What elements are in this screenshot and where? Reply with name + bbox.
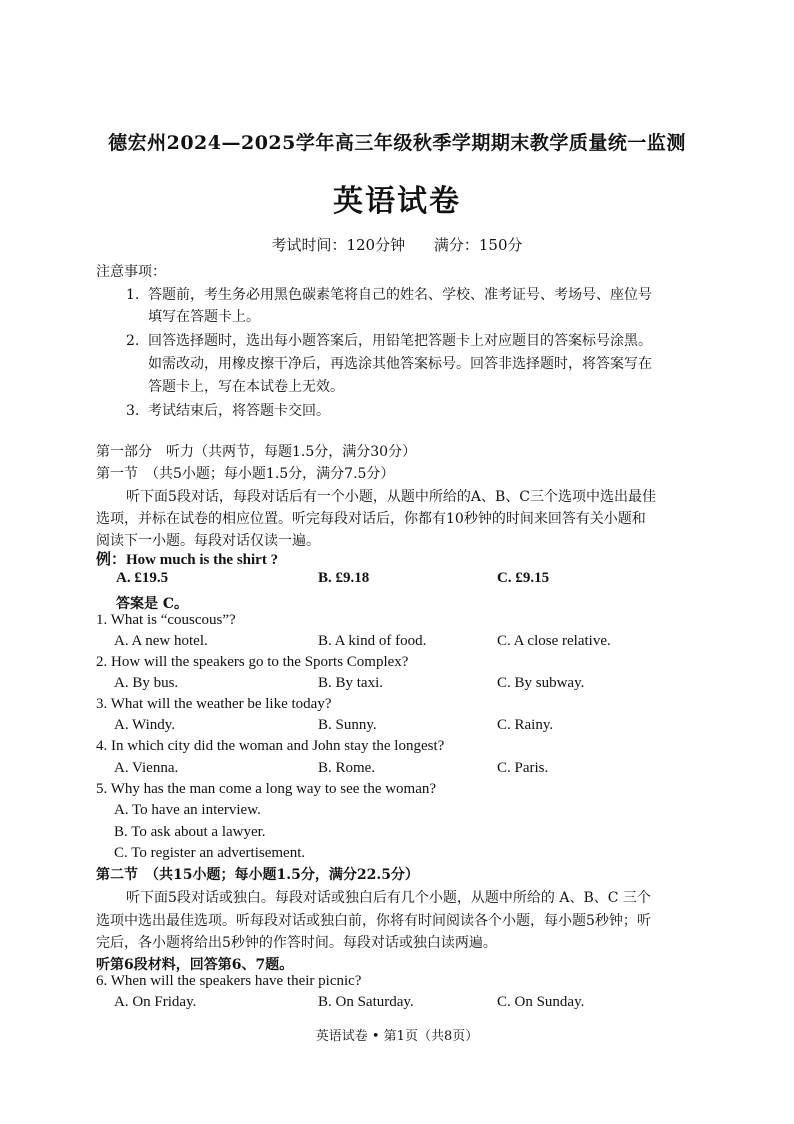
notice-title: 注意事项： [96, 264, 166, 280]
question-5-option-a: A. To have an interview. [114, 802, 261, 818]
question-1-option-b: B. A kind of food. [318, 633, 427, 649]
notice-line: 考试结束后，将答题卡交回。 [148, 403, 330, 419]
example-answer: 答案是 C。 [116, 596, 189, 612]
question-4: 4. In which city did the woman and John stay the longest? [96, 738, 445, 754]
question-6-option-c: C. On Sunday. [497, 994, 585, 1010]
notice-line: 答题前，考生务必用黑色碳素笔将自己的姓名、学校、准考证号、考场号、座位号 [148, 287, 652, 303]
notice-item-number: 2. [126, 333, 140, 349]
notice-item [126, 400, 330, 420]
question-1-option-a: A. A new hotel. [114, 633, 208, 649]
question-2-option-b: B. By taxi. [318, 675, 384, 691]
instruction-line: 选项，并标在试卷的相应位置。听完每段对话后，你都有10秒钟的时间来回答有关小题和 [96, 511, 646, 527]
question-6: 6. When will the speakers have their picnic? [96, 973, 362, 989]
question-5: 5. Why has the man come a long way to see the woman? [96, 781, 437, 797]
question-3-option-b: B. Sunny. [318, 717, 377, 733]
example-question: 例：How much is the shirt ? [96, 552, 279, 568]
question-3: 3. What will the weather be like today? [96, 696, 332, 712]
question-4-option-b: B. Rome. [318, 760, 376, 776]
notice-line: 如需改动，用橡皮擦干净后，再选涂其他答案标号。回答非选择题时，将答案写在 [148, 356, 652, 372]
notice-line: 填写在答题卡上。 [148, 309, 260, 325]
question-6-option-a: A. On Friday. [114, 994, 197, 1010]
question-5-option-c: C. To register an advertisement. [114, 845, 306, 861]
exam-title: 德宏州2024—2025学年高三年级秋季学期期末教学质量统一监测 [108, 132, 686, 154]
page-footer: 英语试卷 • 第1页（共8页） [315, 1029, 479, 1044]
part1-heading: 第一部分 听力（共两节，每题1.5分，满分30分） [96, 444, 417, 460]
question-1: 1. What is “couscous”? [96, 612, 236, 628]
notice-item-number: 3. [126, 403, 140, 419]
notice-item-number: 1. [126, 287, 140, 303]
question-4-option-a: A. Vienna. [114, 760, 179, 776]
question-2-option-c: C. By subway. [497, 675, 585, 691]
question-3-option-c: C. Rainy. [497, 717, 554, 733]
instruction-line: 选项中选出最佳选项。听每段对话或独白前，你将有时间阅读各个小题，每小题5秒钟；听 [96, 913, 651, 929]
question-5-option-b: B. To ask about a lawyer. [114, 824, 266, 840]
question-4-option-c: C. Paris. [497, 760, 549, 776]
instruction-line: 阅读下一小题。每段对话仅读一遍。 [96, 533, 320, 549]
subject-title: 英语试卷 [333, 184, 461, 219]
notice-line: 答题卡上，写在本试卷上无效。 [148, 379, 344, 395]
instruction-line: 完后，各小题将给出5秒钟的作答时间。每段对话或独白读两遍。 [96, 935, 497, 951]
notice-item [126, 330, 652, 350]
section2-heading [96, 864, 419, 884]
question-3-option-a: A. Windy. [114, 717, 176, 733]
question-2-option-a: A. By bus. [114, 675, 179, 691]
example-option-b: B. £9.18 [318, 570, 370, 586]
instruction-line: 听下面5段对话，每段对话后有一个小题，从题中所给的A、B、C三个选项中选出最佳 [126, 489, 657, 505]
notice-item [126, 284, 652, 304]
question-2: 2. How will the speakers go to the Sports Complex? [96, 654, 409, 670]
material-heading: 听第6段材料，回答第6、7题。 [96, 957, 294, 973]
example-option-c: C. £9.15 [497, 570, 550, 586]
example-option-a: A. £19.5 [116, 570, 169, 586]
exam-score: 满分：150分 [433, 236, 523, 254]
section2-heading-text: 第二节 （共15小题；每小题1.5分，满分22.5分） [96, 867, 419, 883]
question-1-option-c: C. A close relative. [497, 633, 611, 649]
notice-line: 回答选择题时，选出每小题答案后，用铅笔把答题卡上对应题目的答案标号涂黑。 [148, 333, 652, 349]
section1-heading: 第一节 （共5小题；每小题1.5分，满分7.5分） [96, 466, 395, 482]
exam-time: 考试时间：120分钟 [271, 236, 406, 254]
question-6-option-b: B. On Saturday. [318, 994, 414, 1010]
instruction-line: 听下面5段对话或独白。每段对话或独白后有几个小题，从题中所给的 A、B、C 三个 [126, 890, 651, 906]
exam-info [0, 234, 794, 255]
